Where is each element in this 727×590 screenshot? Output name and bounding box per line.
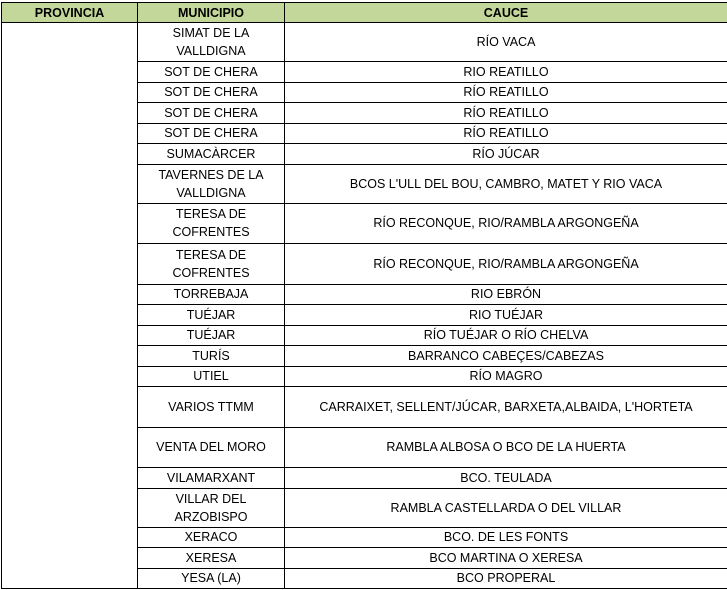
cauce-cell: RÍO REATILLO bbox=[285, 123, 727, 144]
header-municipio: MUNICIPIO bbox=[138, 3, 285, 23]
provincia-cell bbox=[2, 23, 138, 589]
cauce-cell: RIO EBRÓN bbox=[285, 284, 727, 305]
municipio-cell: SOT DE CHERA bbox=[138, 103, 285, 124]
municipio-cell: SUMACÀRCER bbox=[138, 144, 285, 165]
cauce-cell: BARRANCO CABEÇES/CABEZAS bbox=[285, 346, 727, 367]
cauce-cell: RAMBLA CASTELLARDA O DEL VILLAR bbox=[285, 488, 727, 527]
cauce-cell: RÍO TUÉJAR O RÍO CHELVA bbox=[285, 325, 727, 346]
cauce-cell: RÍO MAGRO bbox=[285, 366, 727, 387]
cauces-table bbox=[1, 2, 727, 589]
municipio-cell: TORREBAJA bbox=[138, 284, 285, 305]
municipio-cell: UTIEL bbox=[138, 366, 285, 387]
cauce-cell: RÍO VACA bbox=[285, 23, 727, 62]
municipio-cell: VARIOS TTMM bbox=[138, 387, 285, 428]
cauce-cell: BCO MARTINA O XERESA bbox=[285, 548, 727, 569]
municipio-cell: TUÉJAR bbox=[138, 305, 285, 326]
municipio-cell: SOT DE CHERA bbox=[138, 82, 285, 103]
cauce-cell: CARRAIXET, SELLENT/JÚCAR, BARXETA,ALBAIDA, L'HORTETA bbox=[285, 387, 727, 428]
municipio-cell: XERESA bbox=[138, 548, 285, 569]
municipio-cell: VENTA DEL MORO bbox=[138, 427, 285, 468]
cauce-cell: BCO. TEULADA bbox=[285, 468, 727, 489]
table-row bbox=[2, 23, 727, 62]
cauce-cell: RÍO RECONQUE, RIO/RAMBLA ARGONGEÑA bbox=[285, 244, 727, 285]
municipio-cell: VILAMARXANT bbox=[138, 468, 285, 489]
cauce-cell: RÍO RECONQUE, RIO/RAMBLA ARGONGEÑA bbox=[285, 203, 727, 244]
municipio-cell: TAVERNES DE LA VALLDIGNA bbox=[138, 164, 285, 203]
municipio-cell: YESA (LA) bbox=[138, 568, 285, 589]
municipio-cell: SOT DE CHERA bbox=[138, 123, 285, 144]
municipio-cell: TURÍS bbox=[138, 346, 285, 367]
cauce-cell: BCO. DE LES FONTS bbox=[285, 527, 727, 548]
cauce-cell: RIO TUÉJAR bbox=[285, 305, 727, 326]
municipio-cell: TERESA DE COFRENTES bbox=[138, 244, 285, 285]
municipio-cell: SOT DE CHERA bbox=[138, 62, 285, 83]
municipio-cell: TUÉJAR bbox=[138, 325, 285, 346]
cauce-cell: RAMBLA ALBOSA O BCO DE LA HUERTA bbox=[285, 427, 727, 468]
municipio-cell: TERESA DE COFRENTES bbox=[138, 203, 285, 244]
cauce-cell: RÍO REATILLO bbox=[285, 103, 727, 124]
header-cauce: CAUCE bbox=[285, 3, 727, 23]
header-row bbox=[2, 3, 727, 23]
municipio-cell: SIMAT DE LA VALLDIGNA bbox=[138, 23, 285, 62]
header-provincia: PROVINCIA bbox=[2, 3, 138, 23]
cauce-cell: RÍO REATILLO bbox=[285, 82, 727, 103]
municipio-cell: VILLAR DEL ARZOBISPO bbox=[138, 488, 285, 527]
cauce-cell: RIO REATILLO bbox=[285, 62, 727, 83]
municipio-cell: XERACO bbox=[138, 527, 285, 548]
cauce-cell: BCO PROPERAL bbox=[285, 568, 727, 589]
cauce-cell: BCOS L'ULL DEL BOU, CAMBRO, MATET Y RIO VACA bbox=[285, 164, 727, 203]
cauce-cell: RÍO JÚCAR bbox=[285, 144, 727, 165]
